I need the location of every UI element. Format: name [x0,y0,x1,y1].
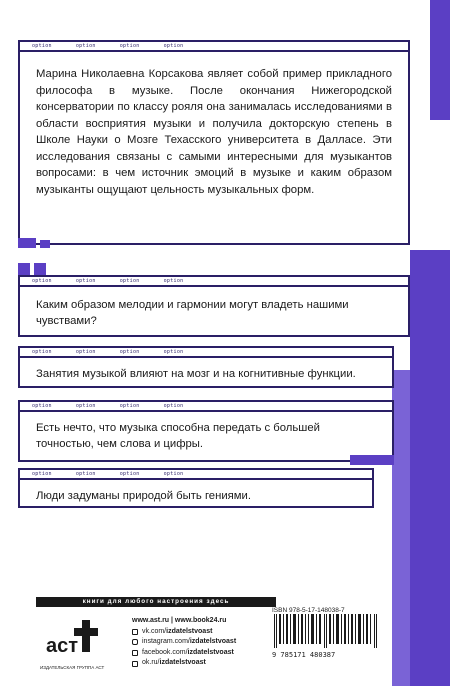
tab-option: option [163,43,184,49]
social-prefix: facebook.com/ [142,648,188,656]
barcode-icon [272,614,384,648]
tab-option: option [163,349,184,355]
decor-square [40,240,50,248]
question-text: Каким образом мелодии и гармонии могут владеть нашими чувствами? [36,299,349,327]
instagram-icon [132,639,138,645]
tab-option: option [119,278,140,284]
tab-option: option [75,471,96,477]
window-title-bar [20,470,372,480]
main-text-window [18,40,410,245]
question-text: Есть нечто, что музыка способна передать с большей точностью, чем слова и цифры. [36,422,320,450]
tab-option: option [163,278,184,284]
tab-option: option [119,471,140,477]
tab-option: option [32,403,52,409]
tab-option: option [163,471,184,477]
decor-square [18,263,30,275]
tab-option: option [163,403,184,409]
social-handle: izdatelstvoast [189,638,237,646]
publisher-links [132,616,236,669]
slogan-bar: книги для любого настроения здесь [36,597,276,607]
decor-square [18,238,36,248]
isbn: ISBN 978-5-17-148038-7 [272,607,345,614]
window-title-bar [20,348,392,358]
social-handle: izdatelstvoast [166,627,213,635]
tab-option: option [75,403,96,409]
question-text: Люди задуманы природой быть гениями. [36,490,251,502]
question-text: Занятия музыкой влияют на мозг и на когнитивные функции. [36,368,356,380]
vk-icon [132,629,138,635]
social-handle: izdatelstvoast [187,648,234,656]
tab-option: option [119,349,140,355]
social-link[interactable] [132,648,236,659]
tab-option: option [32,43,52,49]
question-window-3 [18,400,394,462]
facebook-icon [132,650,138,656]
window-title-bar [20,277,408,287]
tab-option: option [75,278,96,284]
social-link[interactable] [132,658,236,669]
social-link[interactable] [132,637,236,648]
window-title-bar [20,402,392,412]
social-prefix: instagram.com/ [142,638,190,646]
social-prefix: ok.ru/ [142,659,160,667]
question-window-1 [18,275,410,337]
tab-option: option [32,471,52,477]
publisher-logo [40,618,105,670]
ok-icon [132,661,138,667]
tab-option: option [32,278,52,284]
decor-square [34,263,46,275]
tab-option: option [32,349,52,355]
social-link[interactable] [132,627,236,638]
tab-option: option [119,43,140,49]
author-bio: Марина Николаевна Корсакова являет собой пример прикладного философа в музыке. После окончания Нижегородской консерватории по классу рояля она занималась исследованиями в области восприятия музыки и получила докторскую степень в Школе Науки о Мозге Техасского университета в Далласе. Эти исследования связаны с самыми интересными для музыкантов вопросами: в чем источник эмоций в музыке и каким образом музыканты ощущают цельность музыкальных форм. [36,68,392,196]
svg-text:аст: аст [46,635,79,656]
question-window-4 [18,468,374,508]
question-window-2 [18,346,394,388]
social-handle: izdatelstvoast [159,659,206,667]
publisher-caption: ИЗДАТЕЛЬСКАЯ ГРУППА АСТ [40,665,105,670]
barcode-digits: 9 785171 480387 [272,651,336,659]
decor-stripe [430,0,450,120]
tab-option: option [75,349,96,355]
sites-line[interactable]: www.ast.ru | www.book24.ru [132,617,227,624]
decor-stripe [392,370,410,686]
tab-option: option [119,403,140,409]
social-prefix: vk.com/ [142,627,167,635]
tab-option: option [75,43,96,49]
barcode [272,607,384,657]
ast-logo-icon [40,618,102,656]
decor-stripe [410,250,450,686]
decor-square [350,455,394,465]
window-title-bar [20,42,408,52]
